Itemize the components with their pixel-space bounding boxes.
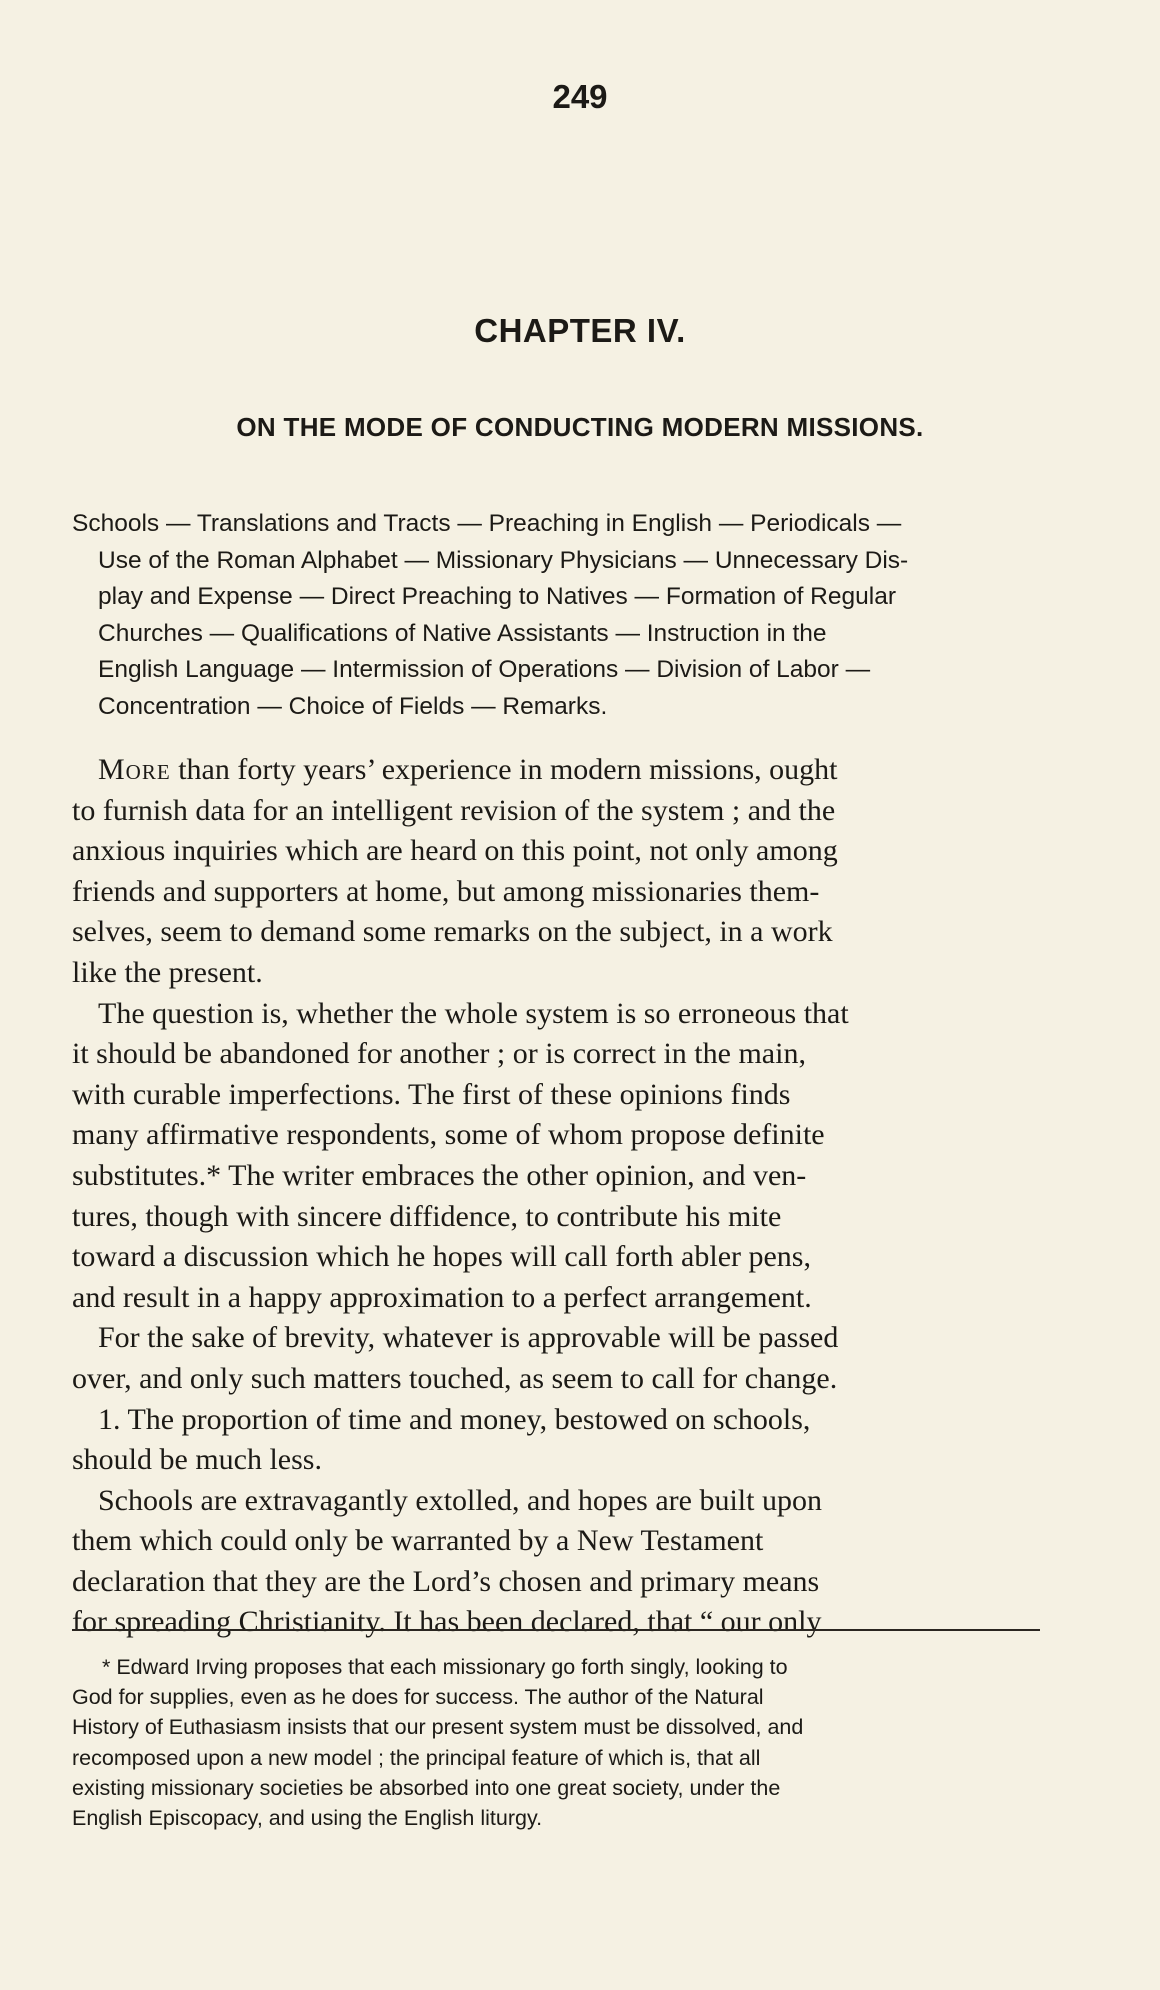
footnote-divider: [72, 1629, 1040, 1631]
text-line: should be much less.: [72, 1443, 322, 1477]
paragraph-first-line: [72, 750, 1040, 791]
text-line: and result in a happy approximation to a perfect arrangement.: [72, 1280, 812, 1314]
synopsis-line: Churches — Qualifications of Native Assistants — Instruction in the: [98, 619, 827, 647]
text-line: them which could only be warranted by a New Testament: [72, 1524, 764, 1558]
footnote-line: English Episcopacy, and using the English liturgy.: [72, 1806, 543, 1831]
text-line: toward a discussion which he hopes will call forth abler pens,: [72, 1240, 811, 1274]
synopsis-line: Concentration — Choice of Fields — Remarks.: [98, 692, 608, 720]
opening-word: More: [98, 753, 171, 786]
footnote-line: recomposed upon a new model ; the principal feature of which is, that all: [72, 1745, 761, 1770]
text-line: for spreading Christianity. It has been declared, that “ our only: [72, 1605, 822, 1639]
text-line: selves, seem to demand some remarks on the subject, in a work: [72, 915, 833, 949]
text-line: many affirmative respondents, some of whom propose definite: [72, 1118, 825, 1152]
chapter-subtitle: ON THE MODE OF CONDUCTING MODERN MISSIONS.: [236, 412, 924, 442]
text-line: with curable imperfections. The first of these opinions finds: [72, 1077, 791, 1111]
synopsis-line: English Language — Intermission of Operations — Division of Labor —: [98, 656, 871, 683]
text-line: friends and supporters at home, but among missionaries them-: [72, 874, 820, 908]
footnote-line: History of Euthasiasm insists that our present system must be dissolved, and: [72, 1715, 804, 1740]
text-line: Schools are extravagantly extolled, and hopes are built upon: [98, 1483, 822, 1517]
text-line: substitutes.* The writer embraces the other opinion, and ven-: [72, 1158, 807, 1192]
text-line: 1. The proportion of time and money, bestowed on schools,: [98, 1402, 811, 1436]
synopsis-line: play and Expense — Direct Preaching to Natives — Formation of Regular: [98, 583, 896, 610]
synopsis-line: Schools — Translations and Tracts — Preaching in English — Periodicals —: [72, 510, 902, 537]
body-text: [72, 750, 1040, 1643]
first-line-rest: than forty years’ experience in modern missions, ought: [170, 753, 838, 786]
footnote: [72, 1652, 1040, 1833]
text-line: over, and only such matters touched, as seem to call for change.: [72, 1361, 838, 1395]
footnote-line: God for supplies, even as he does for success. The author of the Natural: [72, 1685, 764, 1710]
text-line: declaration that they are the Lord’s chosen and primary means: [72, 1564, 820, 1598]
footnote-line: * Edward Irving proposes that each missionary go forth singly, looking to: [102, 1655, 788, 1679]
chapter-synopsis: [72, 506, 1040, 725]
footnote-line: existing missionary societies be absorbed into one great society, under the: [72, 1775, 781, 1800]
text-line: For the sake of brevity, whatever is approvable will be passed: [98, 1321, 839, 1355]
synopsis-line: Use of the Roman Alphabet — Missionary Physicians — Unnecessary Dis-: [98, 546, 909, 574]
text-line: anxious inquiries which are heard on this point, not only among: [72, 834, 838, 868]
text-line: like the present.: [72, 955, 263, 989]
page-number: 249: [552, 78, 608, 115]
text-line: it should be abandoned for another ; or is correct in the main,: [72, 1037, 806, 1071]
chapter-title: CHAPTER IV.: [474, 312, 686, 349]
text-line: to furnish data for an intelligent revision of the system ; and the: [72, 793, 836, 827]
text-line: The question is, whether the whole system is so erroneous that: [98, 996, 849, 1030]
text-line: tures, though with sincere diffidence, to contribute his mite: [72, 1199, 782, 1233]
